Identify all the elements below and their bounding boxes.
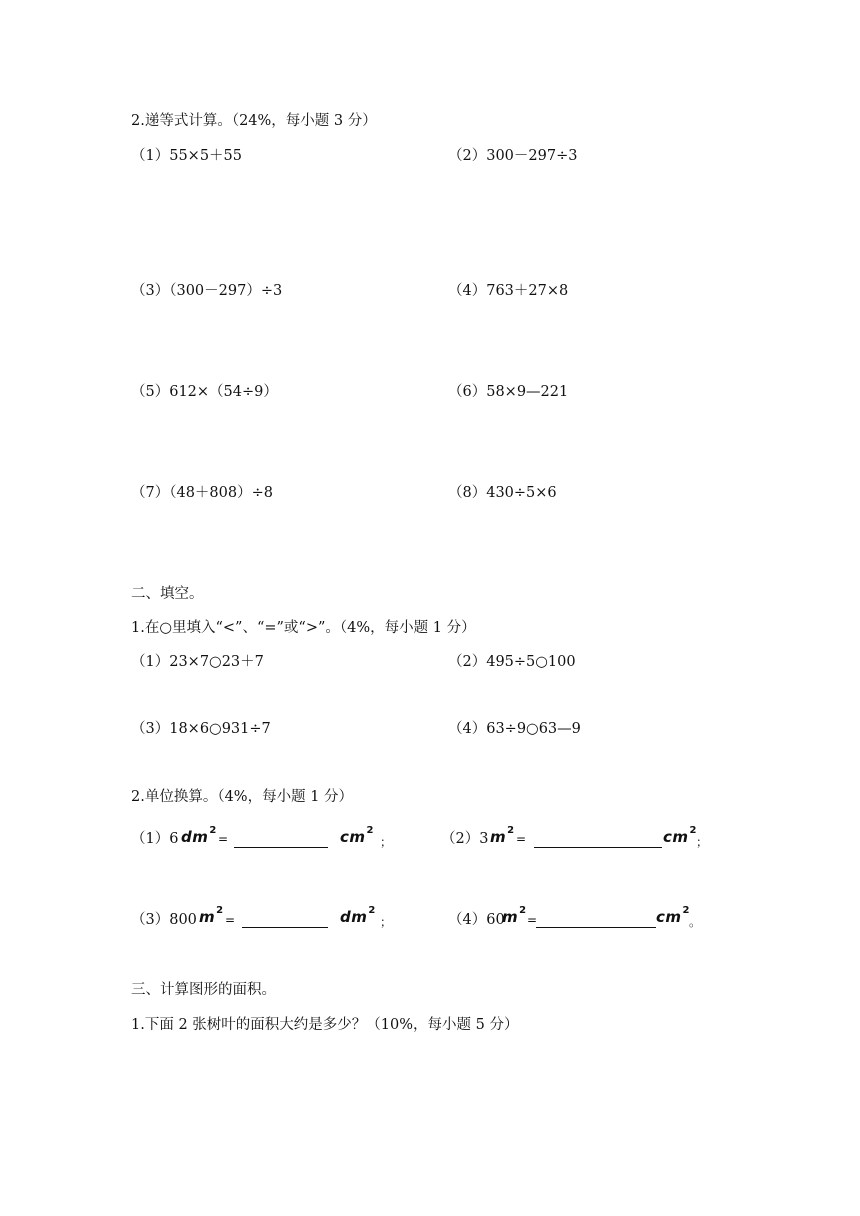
section-title: 三、计算图形的面积。 xyxy=(131,982,276,998)
answer-blank[interactable] xyxy=(536,927,656,928)
separator: ； xyxy=(696,835,709,849)
problem-item: （2）300－297÷3 xyxy=(448,148,578,164)
separator: ； xyxy=(380,915,393,929)
unit-to: $dm^2$ xyxy=(340,905,376,926)
compare-item: （4）63÷9○63—9 xyxy=(448,721,581,737)
equals-sign: = xyxy=(225,913,236,927)
section-title: 二、填空。 xyxy=(131,586,204,602)
question-heading: 1.在○里填入“<”、“=”或“>”。（4%，每小题 1 分） xyxy=(131,620,476,636)
conversion-prefix: （1）6 xyxy=(131,831,179,847)
equals-sign: = xyxy=(516,832,527,846)
problem-item: （4）763＋27×8 xyxy=(448,283,569,299)
unit-from: $m^2$ xyxy=(502,905,527,926)
unit-from: $m^2$ xyxy=(199,905,224,926)
answer-blank[interactable] xyxy=(534,847,662,848)
unit-to: $cm^2$ xyxy=(656,905,690,926)
answer-blank[interactable] xyxy=(242,927,328,928)
question-heading: 2.单位换算。（4%，每小题 1 分） xyxy=(131,789,354,805)
compare-item: （1）23×7○23＋7 xyxy=(131,654,264,670)
unit-from: $dm^2$ xyxy=(181,825,217,846)
question-heading: 1.下面 2 张树叶的面积大约是多少？（10%，每小题 5 分） xyxy=(131,1017,519,1033)
problem-item: （3）（300－297）÷3 xyxy=(131,283,283,299)
problem-item: （8）430÷5×6 xyxy=(448,485,557,501)
unit-from: $m^2$ xyxy=(490,825,515,846)
question-heading: 2.递等式计算。（24%，每小题 3 分） xyxy=(131,113,377,129)
conversion-prefix: （2）3 xyxy=(441,831,489,847)
separator: ； xyxy=(380,835,393,849)
compare-item: （2）495÷5○100 xyxy=(448,654,576,670)
conversion-prefix: （3）800 xyxy=(131,912,197,928)
separator: 。 xyxy=(689,915,702,929)
equals-sign: = xyxy=(527,913,538,927)
problem-item: （1）55×5＋55 xyxy=(131,148,243,164)
conversion-prefix: （4）60 xyxy=(448,912,505,928)
answer-blank[interactable] xyxy=(234,847,328,848)
equals-sign: = xyxy=(218,832,229,846)
problem-item: （6）58×9—221 xyxy=(448,384,569,400)
problem-item: （5）612×（54÷9） xyxy=(131,384,278,400)
compare-item: （3）18×6○931÷7 xyxy=(131,721,271,737)
unit-to: $cm^2$ xyxy=(340,825,374,846)
unit-to: $cm^2$ xyxy=(663,825,697,846)
problem-item: （7）（48＋808）÷8 xyxy=(131,485,273,501)
